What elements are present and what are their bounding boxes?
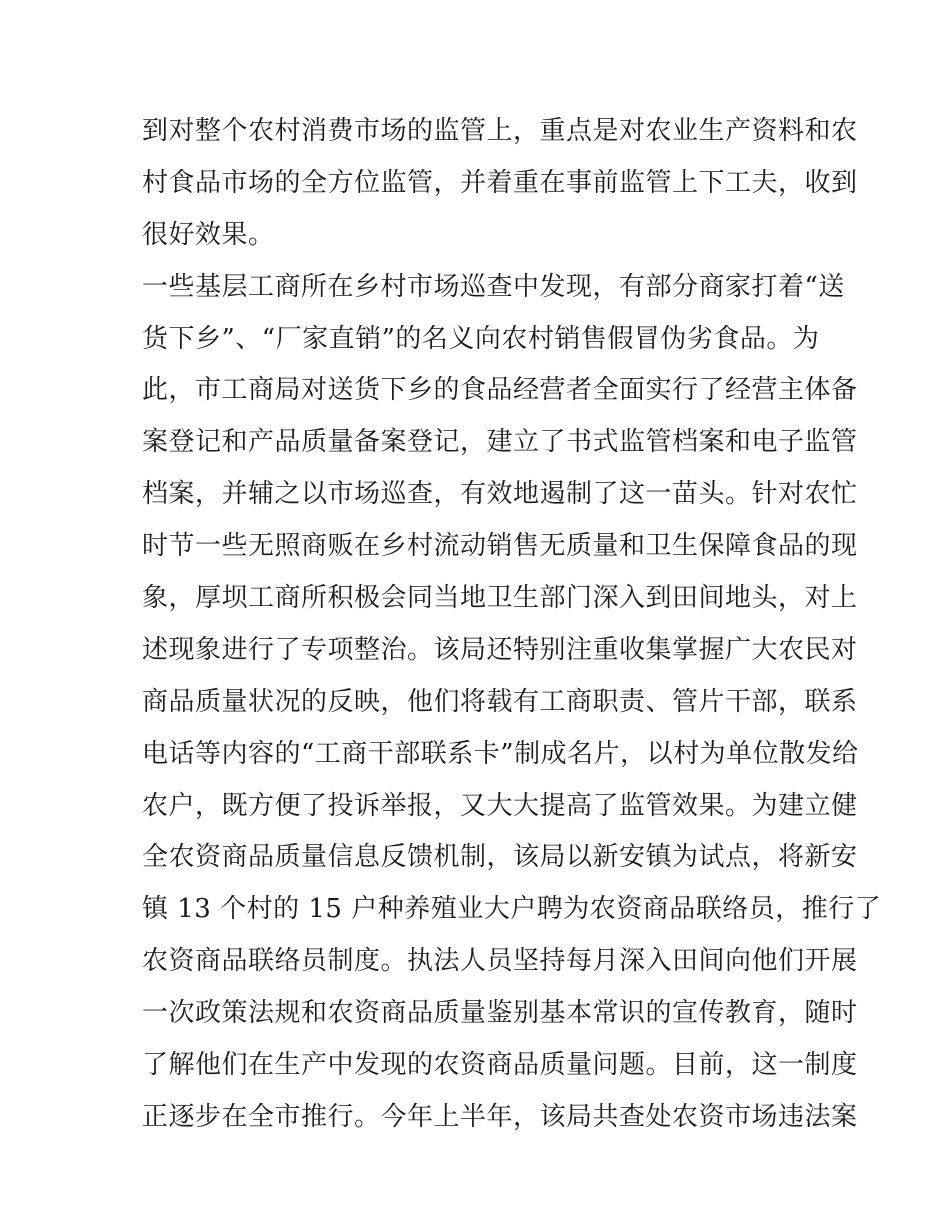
text-line: 电话等内容的“工商干部联系卡”制成名片，以村为单位散发给 [142, 738, 859, 769]
text-line: 镇 13 个村的 15 户种养殖业大户聘为农资商品联络员，推行了 [142, 894, 882, 925]
text-line: 一些基层工商所在乡村市场巡查中发现，有部分商家打着“送 [142, 271, 845, 302]
text-line: 货下乡”、“厂家直销”的名义向农村销售假冒伪劣食品。为 [142, 323, 820, 354]
text-line: 象，厚坝工商所积极会同当地卫生部门深入到田间地头，对上 [142, 583, 858, 614]
text-line: 农资商品联络员制度。执法人员坚持每月深入田间向他们开展 [142, 946, 858, 977]
text-line: 案登记和产品质量备案登记，建立了书式监管档案和电子监管 [142, 427, 858, 458]
text-line: 档案，并辅之以市场巡查，有效地遏制了这一苗头。针对农忙 [142, 479, 858, 510]
text-line: 一次政策法规和农资商品质量鉴别基本常识的宣传教育，随时 [142, 998, 858, 1029]
text-line: 到对整个农村消费市场的监管上，重点是对农业生产资料和农 [142, 116, 858, 146]
text-line: 了解他们在生产中发现的农资商品质量问题。目前，这一制度 [142, 1050, 858, 1081]
text-line: 商品质量状况的反映，他们将载有工商职责、管片干部，联系 [142, 686, 858, 717]
text-line: 全农资商品质量信息反馈机制，该局以新安镇为试点，将新安 [142, 842, 858, 873]
body-text [142, 106, 882, 1144]
text-line: 时节一些无照商贩在乡村流动销售无质量和卫生保障食品的现 [142, 531, 858, 562]
text-line: 述现象进行了专项整治。该局还特别注重收集掌握广大农民对 [142, 634, 858, 665]
text-line: 村食品市场的全方位监管，并着重在事前监管上下工夫，收到 [142, 167, 858, 198]
text-line: 很好效果。 [142, 219, 275, 250]
text-line: 农户，既方便了投诉举报，又大大提高了监管效果。为建立健 [142, 790, 858, 821]
text-line: 正逐步在全市推行。今年上半年，该局共查处农资市场违法案 [142, 1101, 858, 1132]
text-line: 此，市工商局对送货下乡的食品经营者全面实行了经营主体备 [142, 375, 858, 406]
